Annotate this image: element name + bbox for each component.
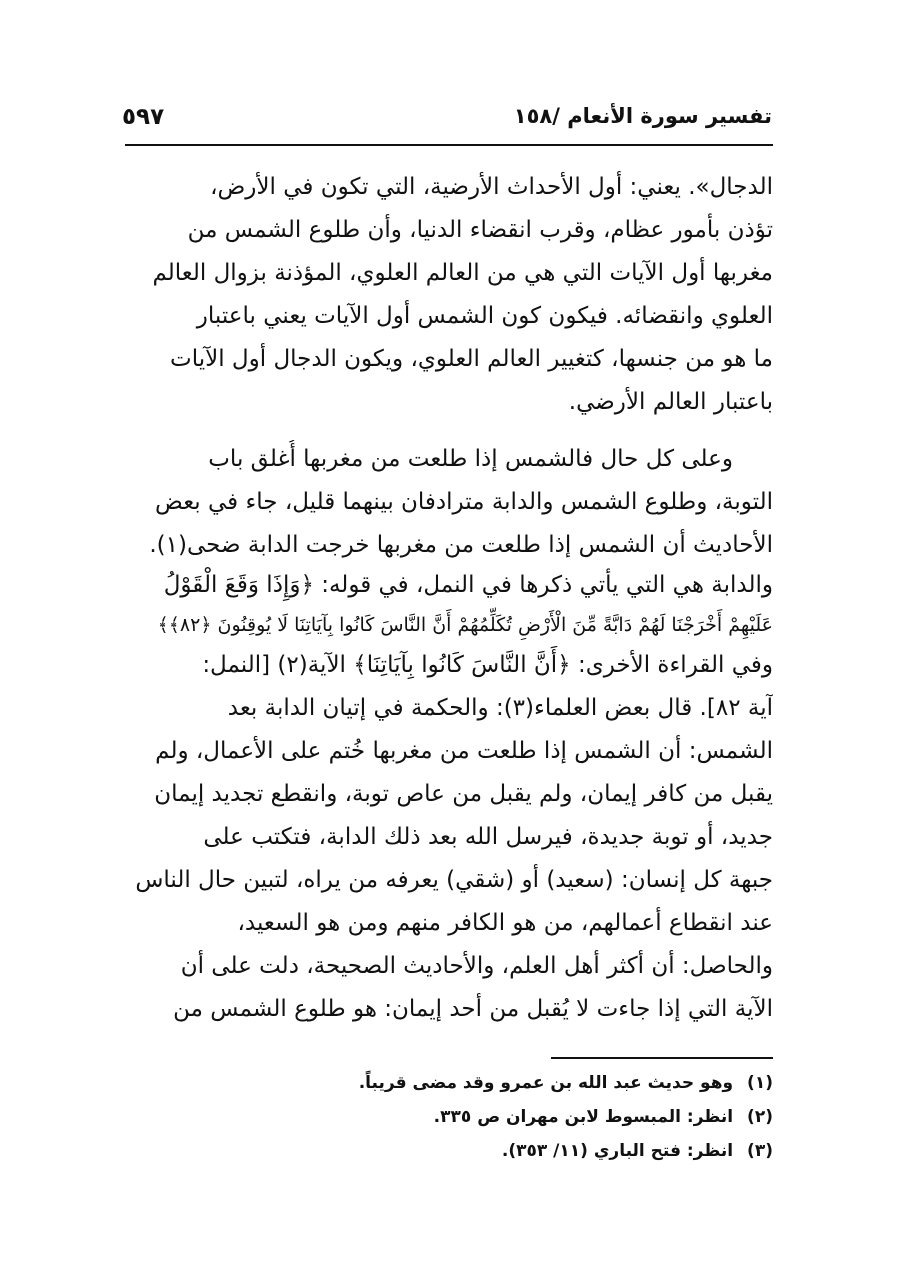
text-line: الآية التي إذا جاءت لا يُقبل من أحد إيمان: هو طلوع الشمس من — [173, 996, 773, 1022]
text-line: آية ٨٢]. قال بعض العلماء(٣): والحكمة في إتيان الدابة بعد — [227, 695, 773, 721]
footnote-number: (١) — [747, 1073, 773, 1093]
text-line: باعتبار العالم الأرضي. — [568, 389, 773, 415]
footnote-separator — [551, 1057, 773, 1059]
text-line: وفي القراءة الأخرى: ﴿أَنَّ النَّاسَ كَانُوا بِآيَاتِنَا﴾ الآية(٢) [النمل: — [202, 652, 773, 678]
page-number: ٥٩٧ — [122, 104, 165, 130]
text-line: والدابة هي التي يأتي ذكرها في النمل، في قوله: ﴿وَإِذَا وَقَعَ الْقَوْلُ — [163, 572, 773, 598]
text-line: تؤذن بأمور عظام، وقرب انقضاء الدنيا، وأن طلوع الشمس من — [187, 217, 773, 243]
footnote — [128, 1102, 773, 1132]
header-rule — [125, 144, 773, 146]
text-line: الدجال». يعني: أول الأحداث الأرضية، التي تكون في الأرض، — [210, 174, 773, 200]
quran-verse-line: عَلَيْهِمْ أَخْرَجْنَا لَهُمْ دَابَّةً مِّنَ الْأَرْضِ تُكَلِّمُهُمْ أَنَّ النَّاسَ كَانُوا بِآيَاتِنَا لَا يُوقِنُونَ ﴿٨٢﴾﴾ — [157, 614, 773, 636]
footnote-text: انظر: المبسوط لابن مهران ص ٣٣٥. — [433, 1107, 734, 1127]
text-line: جديد، أو توبة جديدة، فيرسل الله بعد ذلك الدابة، فتكتب على — [203, 824, 773, 850]
page-header — [122, 104, 772, 144]
text-line: وعلى كل حال فالشمس إذا طلعت من مغربها أُغلق باب — [208, 446, 733, 472]
footnote-text: انظر: فتح الباري (١١/ ٣٥٣). — [501, 1141, 734, 1161]
running-title: تفسير سورة الأنعام /١٥٨ — [513, 104, 772, 128]
text-line: العلوي وانقضائه. فيكون كون الشمس أول الآيات يعني باعتبار — [196, 303, 773, 329]
footnote-text: وهو حديث عبد الله بن عمرو وقد مضى قريباً. — [358, 1073, 734, 1093]
footnote-number: (٣) — [747, 1141, 773, 1161]
footnote — [128, 1136, 773, 1166]
text-line: جبهة كل إنسان: (سعيد) أو (شقي) يعرفه من يراه، لتبين حال الناس — [135, 867, 773, 893]
footnote-number: (٢) — [747, 1107, 773, 1127]
text-line: مغربها أول الآيات التي هي من العالم العلوي، المؤذنة بزوال العالم — [152, 260, 773, 286]
text-line: ما هو من جنسها، كتغيير العالم العلوي، ويكون الدجال أول الآيات — [170, 346, 773, 372]
text-line: والحاصل: أن أكثر أهل العلم، والأحاديث الصحيحة، دلت على أن — [180, 953, 773, 979]
text-line: يقبل من كافر إيمان، ولم يقبل من عاص توبة، وانقطع تجديد إيمان — [154, 781, 773, 807]
text-line: التوبة، وطلوع الشمس والدابة مترادفان بينهما قليل، جاء في بعض — [155, 489, 773, 515]
text-line: الشمس: أن الشمس إذا طلعت من مغربها خُتم على الأعمال، ولم — [155, 738, 773, 764]
text-line: الأحاديث أن الشمس إذا طلعت من مغربها خرجت الدابة ضحى(١). — [149, 532, 773, 558]
footnote — [128, 1068, 773, 1098]
text-line: عند انقطاع أعمالهم، من هو الكافر منهم ومن هو السعيد، — [237, 910, 773, 936]
